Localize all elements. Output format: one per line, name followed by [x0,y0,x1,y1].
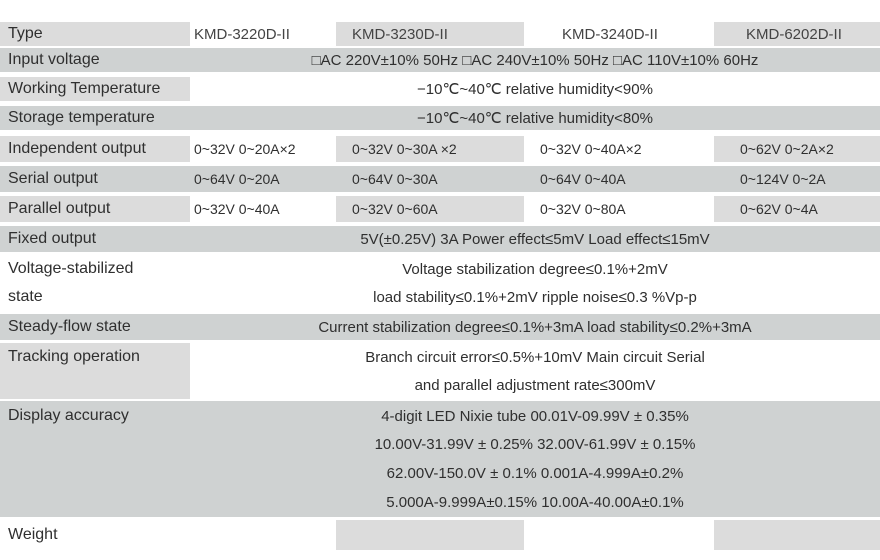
voltage-stabilized-cell-line2 [190,284,880,310]
parallel-output-cells [190,196,880,222]
weight-cells [190,520,880,550]
fixed-output-cell [190,226,880,252]
independent-output-model-1: 0~32V 0~20A×2 [190,136,336,162]
parallel-output-model-4: 0~62V 0~4A [714,196,880,222]
weight-model-1 [190,520,336,550]
table-header-row [0,22,880,46]
model-header-1: KMD-3220D-II [190,22,336,46]
steady-flow-label: Steady-flow state [0,314,190,340]
storage-temperature-row [0,106,880,130]
steady-flow-cell [190,314,880,340]
tracking-label: Tracking operation [0,343,190,371]
model-header-3: KMD-3240D-II [524,22,714,46]
voltage-stabilized-value-line1: Voltage stabilization degree≤0.1%+2mV [402,260,668,278]
working-temperature-value: −10℃~40℃ relative humidity<90% [417,81,653,98]
input-voltage-cell [190,48,880,72]
storage-temperature-value: −10℃~40℃ relative humidity<80% [417,110,653,127]
serial-output-label: Serial output [0,166,190,192]
serial-output-model-4: 0~124V 0~2A [714,166,880,192]
serial-output-row [0,166,880,192]
type-header-label: Type [0,22,190,46]
fixed-output-value: 5V(±0.25V) 3A Power effect≤5mV Load effect≤15mV [360,230,710,248]
tracking-label-filler [0,371,190,399]
fixed-output-label: Fixed output [0,226,190,252]
independent-output-row [0,136,880,162]
weight-model-4 [714,520,880,550]
independent-output-model-2: 0~32V 0~30A ×2 [336,136,524,162]
display-accuracy-line4: 5.000A-9.999A±0.15% 10.00A-40.00A±0.1% [386,493,684,511]
voltage-stabilized-row-line2 [0,284,880,310]
tracking-cell-line1 [190,343,880,371]
tracking-cell-line2 [190,371,880,399]
fixed-output-row [0,226,880,252]
serial-output-cells [190,166,880,192]
storage-temperature-cell [190,106,880,130]
display-accuracy-line3: 62.00V-150.0V ± 0.1% 0.001A-4.999A±0.2% [386,464,684,482]
independent-output-model-4: 0~62V 0~2A×2 [714,136,880,162]
voltage-stabilized-label-line2: state [0,284,190,310]
working-temperature-label: Working Temperature [0,77,190,101]
display-accuracy-line1: 4-digit LED Nixie tube 00.01V-09.99V ± 0.35% [381,407,689,425]
independent-output-label: Independent output [0,136,190,162]
model-headers [190,22,880,46]
independent-output-model-3: 0~32V 0~40A×2 [524,136,714,162]
model-header-2: KMD-3230D-II [336,22,524,46]
weight-label: Weight [0,520,190,550]
steady-flow-value: Current stabilization degree≤0.1%+3mA load stability≤0.2%+3mA [318,318,752,336]
weight-model-3 [524,520,714,550]
display-accuracy-row [0,401,880,517]
working-temperature-cell [190,77,880,101]
parallel-output-model-3: 0~32V 0~80A [524,196,714,222]
voltage-stabilized-row-line1 [0,256,880,282]
input-voltage-value: □AC 220V±10% 50Hz □AC 240V±10% 50Hz □AC 110V±10% 60Hz [311,51,759,69]
parallel-output-row [0,196,880,222]
storage-temperature-label: Storage temperature [0,106,190,130]
parallel-output-label: Parallel output [0,196,190,222]
parallel-output-model-1: 0~32V 0~40A [190,196,336,222]
model-header-4: KMD-6202D-II [714,22,880,46]
steady-flow-row [0,314,880,340]
display-accuracy-cell [190,401,880,517]
tracking-value-line1: Branch circuit error≤0.5%+10mV Main circuit Serial [365,348,705,366]
tracking-row-line2 [0,371,880,399]
weight-row [0,520,880,550]
working-temperature-row [0,77,880,101]
tracking-row-line1 [0,343,880,371]
input-voltage-label: Input voltage [0,48,190,72]
independent-output-cells [190,136,880,162]
voltage-stabilized-label-line1: Voltage-stabilized [0,256,190,282]
tracking-value-line2: and parallel adjustment rate≤300mV [414,376,656,394]
display-accuracy-label: Display accuracy [0,401,190,517]
input-voltage-row [0,48,880,72]
serial-output-model-3: 0~64V 0~40A [524,166,714,192]
parallel-output-model-2: 0~32V 0~60A [336,196,524,222]
display-accuracy-line2: 10.00V-31.99V ± 0.25% 32.00V-61.99V ± 0.15% [374,435,696,453]
serial-output-model-1: 0~64V 0~20A [190,166,336,192]
voltage-stabilized-value-line2: load stability≤0.1%+2mV ripple noise≤0.3 %Vp-p [373,288,697,306]
voltage-stabilized-cell-line1 [190,256,880,282]
weight-model-2 [336,520,524,550]
serial-output-model-2: 0~64V 0~30A [336,166,524,192]
